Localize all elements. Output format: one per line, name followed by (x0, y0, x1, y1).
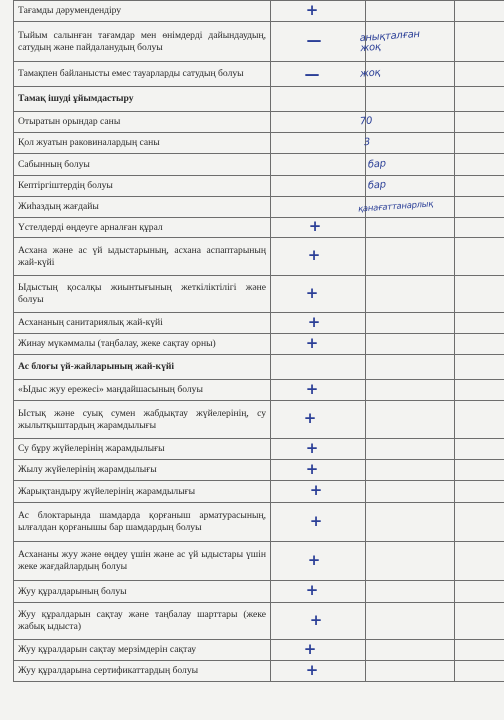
empty-cell (455, 460, 504, 481)
handwritten-mark (271, 439, 366, 460)
handwritten-mark (271, 154, 366, 176)
handwritten-note (366, 218, 455, 238)
empty-cell (271, 355, 366, 380)
empty-cell (455, 154, 504, 176)
criterion-label: Жиһаздың жағдайы (14, 197, 271, 218)
section-header-row (14, 87, 504, 112)
mark-ink: + (307, 246, 321, 264)
table-row (14, 661, 504, 682)
criterion-label: Асхананы жуу және өңдеу үшін және ас үй ыдыстары үшін жеке жағдайлардың болуы (14, 542, 271, 581)
criterion-label: Үстелдерді өңдеуге арналған құрал (14, 218, 271, 238)
criterion-label: Кептіргіштердің болуы (14, 176, 271, 197)
handwritten-mark (271, 460, 366, 481)
criterion-label: Жуу құралдарының болуы (14, 581, 271, 603)
table-row (14, 133, 504, 154)
criterion-label: Жуу құралдарын сақтау мерзімдерін сақтау (14, 640, 271, 661)
empty-cell (455, 581, 504, 603)
empty-cell (455, 481, 504, 503)
mark-ink: + (305, 459, 319, 478)
note-ink: 70 (359, 115, 373, 128)
note-ink-line: анықталған (359, 28, 421, 44)
mark-ink: + (309, 511, 323, 530)
criterion-label: Ыдыстың қосалқы жиынтығының жеткіліктілігі және болуы (14, 276, 271, 313)
mark-ink: + (305, 283, 319, 302)
handwritten-note (366, 439, 455, 460)
criterion-label: Асхананың санитариялық жай-күйі (14, 313, 271, 334)
handwritten-mark (271, 133, 366, 154)
handwritten-note (366, 481, 455, 503)
handwritten-note (366, 154, 455, 176)
note-ink: 3 (363, 136, 371, 149)
empty-cell (455, 313, 504, 334)
mark-ink: + (305, 333, 319, 352)
table-row (14, 503, 504, 542)
handwritten-mark (271, 218, 366, 238)
criterion-label: Су бұру жүйелерінің жарамдылығы (14, 439, 271, 460)
mark-ink: + (303, 409, 317, 427)
criterion-label: Қол жуатын раковиналардың саны (14, 133, 271, 154)
criterion-label: Жарықтандыру жүйелерінің жарамдылығы (14, 481, 271, 503)
criterion-label: Жуу құралдарына сертификаттардың болуы (14, 661, 271, 682)
mark-ink: + (307, 312, 321, 331)
handwritten-mark (271, 640, 366, 661)
note-ink (359, 29, 420, 53)
handwritten-mark (271, 112, 366, 133)
handwritten-note (366, 503, 455, 542)
empty-cell (271, 87, 366, 112)
criterion-label: Жинау мүкәммалы (таңбалау, жеке сақтау орны) (14, 334, 271, 355)
criterion-label: «Ыдыс жуу ережесі» маңдайшасының болуы (14, 380, 271, 401)
empty-cell (366, 87, 455, 112)
empty-cell (455, 133, 504, 154)
handwritten-mark (271, 603, 366, 640)
empty-cell (455, 439, 504, 460)
mark-ink: + (305, 379, 319, 398)
empty-cell (455, 62, 504, 87)
empty-cell (455, 112, 504, 133)
table-row (14, 22, 504, 62)
empty-cell (455, 661, 504, 682)
empty-cell (455, 22, 504, 62)
handwritten-note (366, 334, 455, 355)
handwritten-note (357, 197, 455, 218)
table-row (14, 154, 504, 176)
note-ink: жоқ (359, 67, 381, 80)
mark-ink: + (307, 550, 321, 569)
empty-cell (455, 334, 504, 355)
note-ink: бар (367, 179, 387, 192)
mark-ink: + (305, 581, 319, 599)
handwritten-mark (271, 62, 366, 87)
table-row (14, 276, 504, 313)
empty-cell (455, 238, 504, 276)
table-row (14, 218, 504, 238)
criterion-label: Асхана және ас үй ыдыстарының, асхана аспаптарының жай-күйі (14, 238, 271, 276)
criterion-label: Ыстық және суық сумен жабдықтау жүйелерінің, су жылытқыштардың жарамдылығы (14, 401, 271, 439)
handwritten-note (366, 238, 455, 276)
criterion-label: Отыратын орындар саны (14, 112, 271, 133)
table-row (14, 640, 504, 661)
table-row (14, 439, 504, 460)
handwritten-mark (271, 22, 366, 62)
handwritten-note (366, 603, 455, 640)
mark-ink: + (303, 639, 317, 658)
handwritten-note (366, 313, 455, 334)
table-row (14, 542, 504, 581)
table-row (14, 176, 504, 197)
handwritten-note (363, 133, 455, 154)
handwritten-note (366, 1, 455, 22)
criterion-label: Сабынның болуы (14, 154, 271, 176)
table-row (14, 460, 504, 481)
handwritten-mark (271, 661, 366, 682)
handwritten-mark (271, 542, 366, 581)
handwritten-mark (271, 481, 366, 503)
handwritten-mark (271, 503, 366, 542)
note-ink: қанағаттанарлық (357, 199, 434, 215)
empty-cell (455, 603, 504, 640)
empty-cell (455, 640, 504, 661)
criterion-label: Тағамды дәрумендендіру (14, 1, 271, 22)
mark-ink: + (305, 438, 319, 457)
empty-cell (455, 176, 504, 197)
handwritten-note (366, 276, 455, 313)
criterion-label: Жуу құралдарын сақтау және таңбалау шарттары (жеке жабық ыдыста) (14, 603, 271, 640)
empty-cell (455, 218, 504, 238)
handwritten-mark (271, 276, 366, 313)
handwritten-mark (271, 313, 366, 334)
empty-cell (455, 542, 504, 581)
table-row (14, 603, 504, 640)
criterion-label: Тыйым салынған тағамдар мен өнімдерді дайындаудың, сатудың және пайдаланудың болуы (14, 22, 271, 62)
table-row (14, 112, 504, 133)
empty-cell (455, 401, 504, 439)
mark-ink: + (305, 0, 319, 19)
handwritten-note (359, 22, 455, 62)
handwritten-mark (271, 380, 366, 401)
mark-ink: + (309, 481, 323, 499)
table-row (14, 62, 504, 87)
inspection-checklist-table (13, 0, 504, 682)
empty-cell (455, 1, 504, 22)
mark-ink: + (309, 610, 323, 629)
mark-ink: + (308, 217, 322, 235)
criterion-label: Жылу жүйелерінің жарамдылығы (14, 460, 271, 481)
handwritten-note (366, 581, 455, 603)
handwritten-mark (271, 176, 366, 197)
note-ink: бар (367, 157, 387, 171)
handwritten-note (366, 460, 455, 481)
table-row (14, 481, 504, 503)
empty-cell (455, 197, 504, 218)
table-row (14, 334, 504, 355)
empty-cell (455, 380, 504, 401)
empty-cell (366, 355, 455, 380)
note-ink-line: жоқ (360, 41, 382, 54)
handwritten-note (359, 62, 455, 87)
empty-cell (455, 503, 504, 542)
mark-ink: + (305, 660, 319, 679)
table-row (14, 238, 504, 276)
table-row (14, 1, 504, 22)
handwritten-note (366, 640, 455, 661)
handwritten-note (366, 380, 455, 401)
handwritten-mark (271, 334, 366, 355)
empty-cell (455, 276, 504, 313)
criterion-label: Тамақпен байланысты емес тауарларды сатудың болуы (14, 62, 271, 87)
mark-ink: — (304, 64, 320, 83)
section-header-row (14, 355, 504, 380)
empty-cell (455, 87, 504, 112)
handwritten-mark (271, 197, 366, 218)
handwritten-mark (271, 1, 366, 22)
table-row (14, 380, 504, 401)
table-row (14, 197, 504, 218)
table-row (14, 313, 504, 334)
handwritten-mark (271, 401, 366, 439)
table-row (14, 401, 504, 439)
section-title: Ас блоғы үй-жайларының жай-күйі (14, 355, 271, 380)
mark-ink: — (306, 31, 322, 49)
handwritten-note (366, 176, 455, 197)
table-row (14, 581, 504, 603)
handwritten-note (359, 112, 455, 133)
handwritten-note (366, 401, 455, 439)
criterion-label: Ас блоктарында шамдарда қорғаныш арматурасының, ылғалдан қорғанышы бар шамдардың болуы (14, 503, 271, 542)
handwritten-mark (271, 581, 366, 603)
empty-cell (455, 355, 504, 380)
section-title: Тамақ ішуді ұйымдастыру (14, 87, 271, 112)
handwritten-mark (271, 238, 366, 276)
handwritten-note (366, 542, 455, 581)
handwritten-note (366, 661, 455, 682)
